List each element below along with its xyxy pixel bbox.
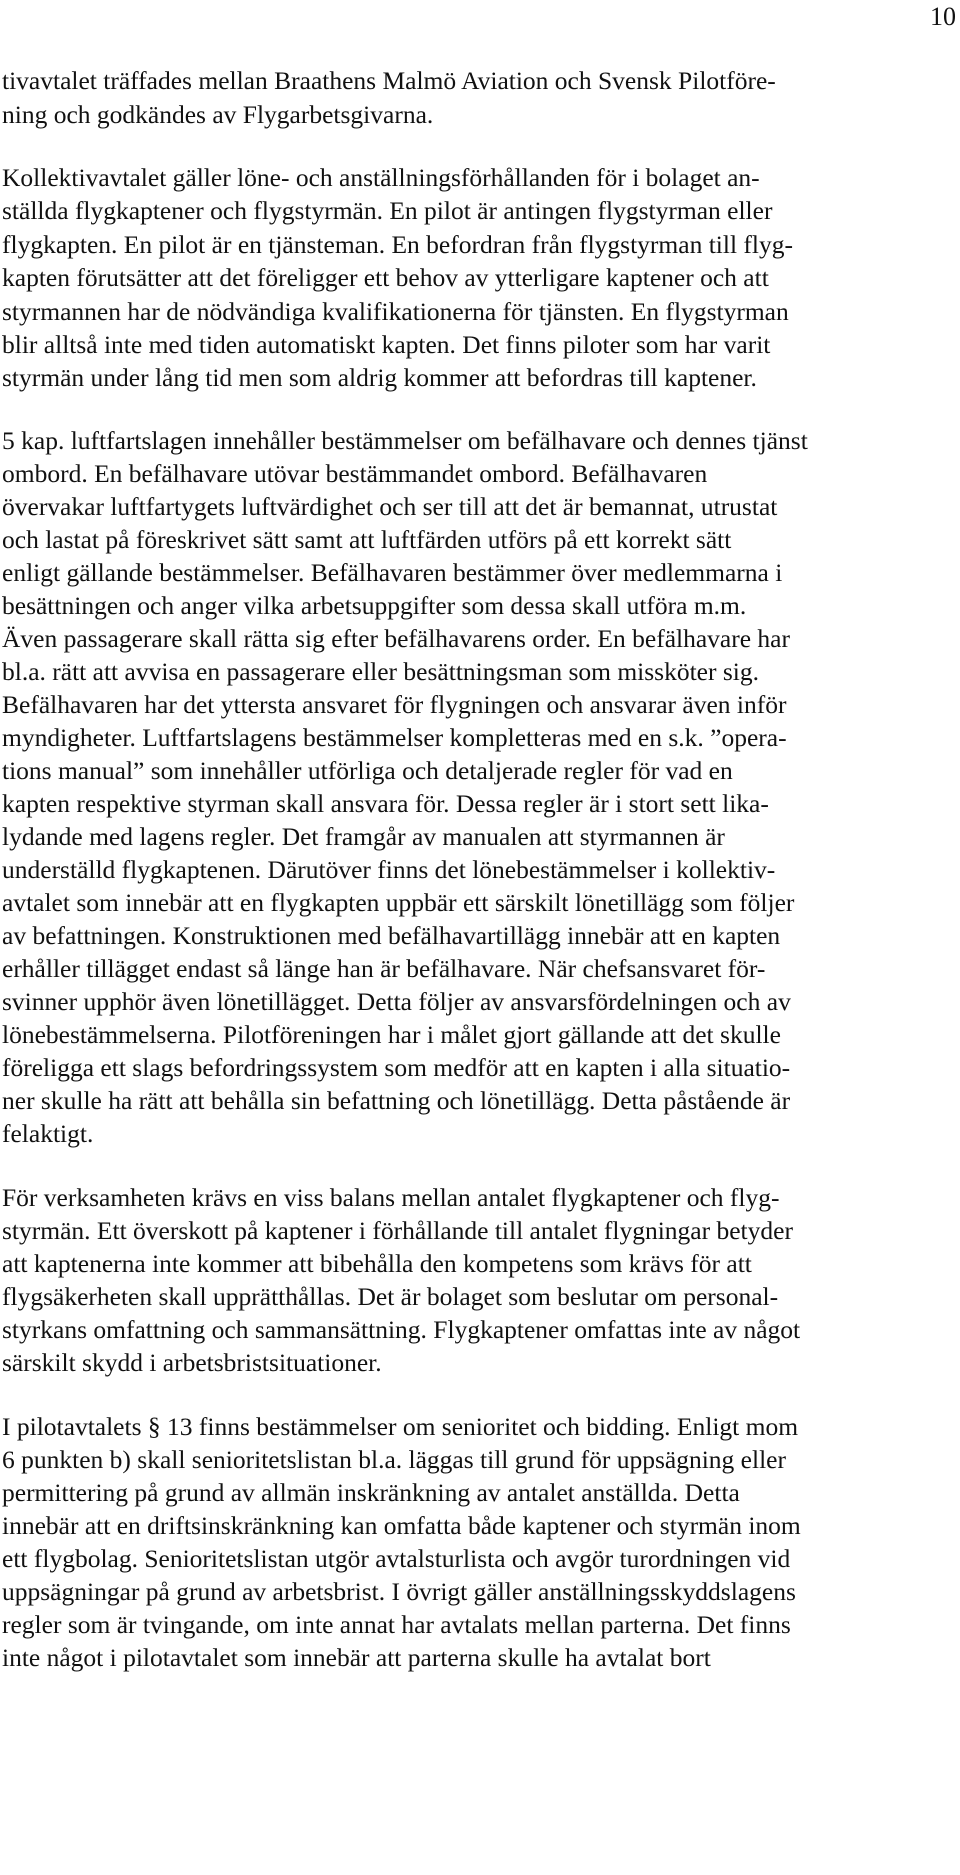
text-line: I pilotavtalets § 13 finns bestämmelser om senioritet och bidding. Enligt mom: [2, 1412, 799, 1441]
text-line: Befälhavaren har det yttersta ansvaret för flygningen och ansvarar även inför: [2, 690, 787, 719]
text-line: lönebestämmelserna. Pilotföreningen har i målet gjort gällande att det skulle: [2, 1020, 781, 1049]
text-line: ning och godkändes av Flygarbetsgivarna.: [2, 100, 434, 129]
text-line: ett flygbolag. Senioritetslistan utgör avtalsturlista och avgör turordningen vid: [2, 1544, 791, 1573]
text-line: tivavtalet träffades mellan Braathens Malmö Aviation och Svensk Pilotföre-: [2, 66, 776, 95]
text-line: blir alltså inte med tiden automatiskt kapten. Det finns piloter som har varit: [2, 330, 771, 359]
text-line: särskilt skydd i arbetsbristsituationer.: [2, 1348, 382, 1377]
text-line: För verksamheten krävs en viss balans mellan antalet flygkaptener och flyg-: [2, 1183, 780, 1212]
text-line: ombord. En befälhavare utövar bestämmandet ombord. Befälhavaren: [2, 459, 708, 488]
text-line: ställda flygkaptener och flygstyrmän. En pilot är antingen flygstyrman eller: [2, 196, 773, 225]
text-line: permittering på grund av allmän inskränkning av antalet anställda. Detta: [2, 1478, 740, 1507]
text-line: av befattningen. Konstruktionen med befälhavartillägg innebär att en kapten: [2, 921, 781, 950]
text-line: övervakar luftfartygets luftvärdighet och ser till att det är bemannat, utrustat: [2, 492, 778, 521]
text-line: erhåller tillägget endast så länge han är befälhavare. När chefsansvaret för-: [2, 954, 766, 983]
text-line: styrkans omfattning och sammansättning. Flygkaptener omfattas inte av något: [2, 1315, 801, 1344]
text-line: underställd flygkaptenen. Därutöver finns det lönebestämmelser i kollektiv-: [2, 855, 776, 884]
text-line: Även passagerare skall rätta sig efter befälhavarens order. En befälhavare har: [2, 624, 790, 653]
text-line: tions manual” som innehåller utförliga och detaljerade regler för vad en: [2, 756, 733, 785]
text-line: styrmän. Ett överskott på kaptener i förhållande till antalet flygningar betyder: [2, 1216, 793, 1245]
text-line: flygsäkerheten skall upprätthållas. Det är bolaget som beslutar om personal-: [2, 1282, 779, 1311]
text-line: regler som är tvingande, om inte annat har avtalats mellan parterna. Det finns: [2, 1610, 791, 1639]
text-line: styrmannen har de nödvändiga kvalifikationerna för tjänsten. En flygstyrman: [2, 297, 789, 326]
text-line: inte något i pilotavtalet som innebär att parterna skulle ha avtalat bort: [2, 1643, 711, 1672]
text-line: enligt gällande bestämmelser. Befälhavaren bestämmer över medlemmarna i: [2, 558, 783, 587]
text-line: kapten respektive styrman skall ansvara för. Dessa regler är i stort sett lika-: [2, 789, 769, 818]
text-line: 5 kap. luftfartslagen innehåller bestämmelser om befälhavare och dennes tjänst: [2, 426, 808, 455]
text-line: att kaptenerna inte kommer att bibehålla den kompetens som krävs för att: [2, 1249, 752, 1278]
text-line: avtalet som innebär att en flygkapten uppbär ett särskilt lönetillägg som följer: [2, 888, 795, 917]
text-line: 6 punkten b) skall senioritetslistan bl.a. läggas till grund för uppsägning eller: [2, 1445, 786, 1474]
text-line: innebär att en driftsinskränkning kan omfatta både kaptener och styrmän inom: [2, 1511, 801, 1540]
text-line: besättningen och anger vilka arbetsuppgifter som dessa skall utföra m.m.: [2, 591, 747, 620]
text-line: styrmän under lång tid men som aldrig kommer att befordras till kaptener.: [2, 363, 757, 392]
text-line: flygkapten. En pilot är en tjänsteman. En befordran från flygstyrman till flyg-: [2, 230, 793, 259]
text-line: föreligga ett slags befordringssystem som medför att en kapten i alla situatio-: [2, 1053, 791, 1082]
text-line: bl.a. rätt att avvisa en passagerare eller besättningsman som missköter sig.: [2, 657, 759, 686]
page-number: 10: [930, 2, 956, 31]
text-line: felaktigt.: [2, 1119, 94, 1148]
text-line: Kollektivavtalet gäller löne- och anställningsförhållanden för i bolaget an-: [2, 163, 760, 192]
text-line: myndigheter. Luftfartslagens bestämmelser kompletteras med en s.k. ”opera-: [2, 723, 787, 752]
text-line: ner skulle ha rätt att behålla sin befattning och lönetillägg. Detta påstående är: [2, 1086, 791, 1115]
text-line: lydande med lagens regler. Det framgår av manualen att styrmannen är: [2, 822, 725, 851]
text-line: svinner upphör även lönetillägget. Detta följer av ansvarsfördelningen och av: [2, 987, 791, 1016]
text-line: och lastat på föreskrivet sätt samt att luftfärden utförs på ett korrekt sätt: [2, 525, 732, 554]
text-line: uppsägningar på grund av arbetsbrist. I övrigt gäller anställningsskyddslagens: [2, 1577, 796, 1606]
text-line: kapten förutsätter att det föreligger ett behov av ytterligare kaptener och att: [2, 263, 769, 292]
